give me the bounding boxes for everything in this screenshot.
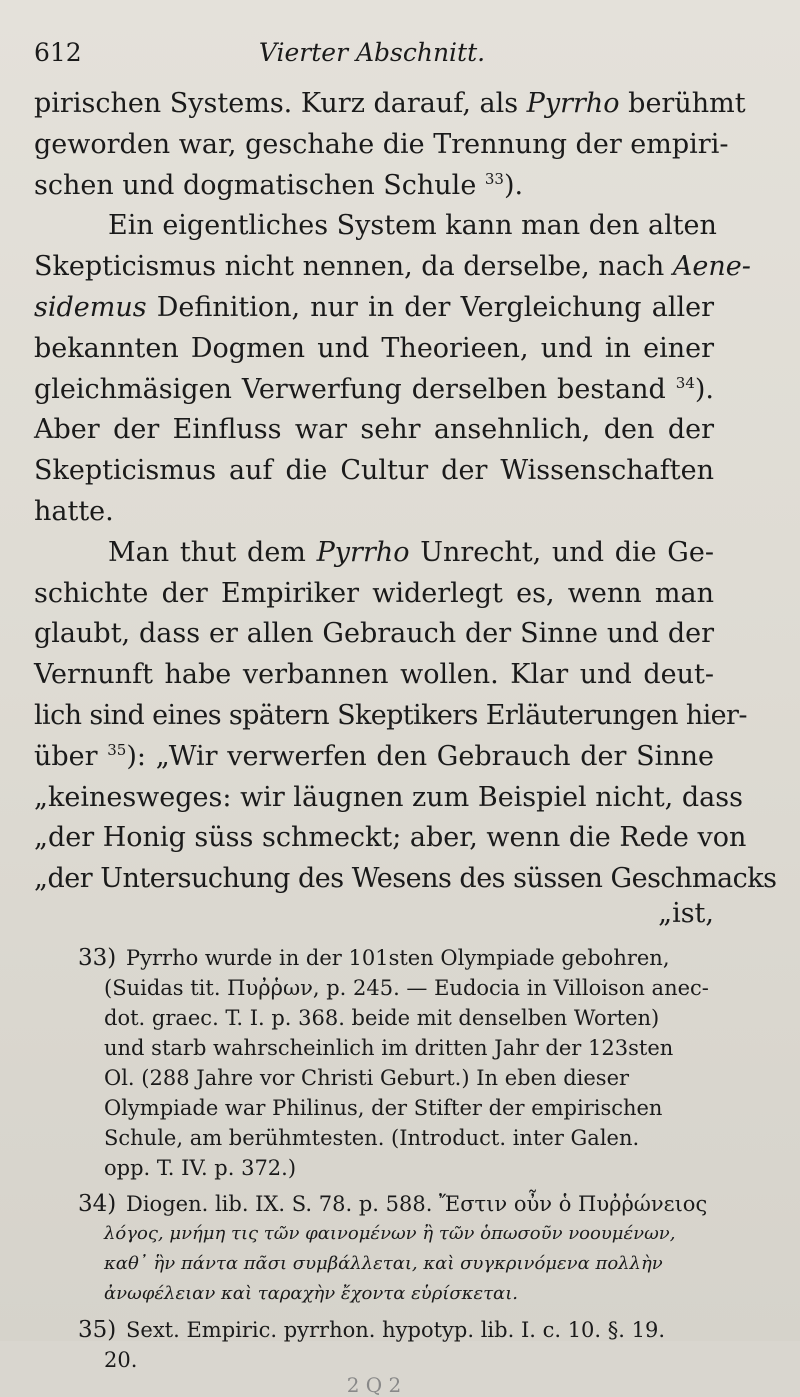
text-line: Skepticismus nicht nennen, da derselbe, nach Aene- [34,251,751,283]
name-aenesidemus: Aene- [672,251,751,283]
paragraph-2 [34,206,751,532]
text-line: „der Untersuchung des Wesens des süssen Geschmacks [34,863,777,895]
footnote-line: opp. T. IV. p. 372.) [104,1155,297,1180]
footnote-line: καθ᾿ ἣν πάντα πᾶσι συμβάλλεται, καὶ συγκρινόμενα πολλὴν [104,1252,663,1274]
text-line: Man thut dem Pyrrho Unrecht, und die Ge- [108,536,714,568]
signature-mark: 2 Q 2 [346,1372,402,1397]
text-line: bekannten Dogmen und Theorieen, und in einer [34,332,714,364]
footnote-ref-34[interactable]: 34 [675,373,695,392]
footnote-mark: 34) [78,1190,117,1217]
footnote-line: dot. graec. T. I. p. 368. beide mit denselben Worten) [104,1005,660,1030]
catchword: „ist, [658,897,714,929]
running-head: Vierter Abschnitt. [258,38,486,67]
footnote-ref-33[interactable]: 33 [484,169,504,188]
text-line: glaubt, dass er allen Gebrauch der Sinne und der [34,618,714,650]
footnote-line: (Suidas tit. Πυῤῥων, p. 245. — Eudocia in Villoison anec- [104,975,709,1000]
text-line: über $^{35}$): „Wir verwerfen den Gebrauch der Sinne [34,740,714,772]
footnote-line: λόγος, μνήμη τις τῶν φαινομένων ἢ τῶν ὁπωσοῦν νοουμένων, [104,1222,676,1244]
text-line: schichte der Empiriker widerlegt es, wenn man [34,577,714,609]
name-pyrrho: Pyrrho [526,88,620,119]
text-line: geworden war, geschahe die Trennung der empiri- [34,128,729,160]
footnote-mark: 33) [78,944,117,971]
text-line: „der Honig süss schmeckt; aber, wenn die Rede von [34,822,747,854]
page-header [34,38,730,84]
footnote-mark: 35) [78,1316,117,1343]
text-line: gleichmäsigen Verwerfung derselben bestand $^{34}$). [34,373,714,405]
footnotes [34,943,714,1375]
footnote-line: und starb wahrscheinlich im dritten Jahr der 123sten [104,1035,674,1060]
footnote-34: 34) Diogen. lib. IX. S. 78. p. 588. Ἔστιν οὖν ὁ Πυῤῥώνειος λόγος, μνήμη τις τῶν φαινομένων ἢ τῶν ὁπωσοῦν νοουμένων, καθ᾿ ἣν πάντα πᾶσι συμβάλλεται, καὶ συγκρινόμενα πολλὴν ἀνωφέλειαν καὶ ταραχὴν ἔχοντα εὑρίσκεται. [78,1189,714,1309]
text-line: sidemus Definition, nur in der Vergleichung aller [34,291,714,323]
page-number: 612 [34,38,82,67]
text-line: hatte. [34,495,114,527]
name-pyrrho: Pyrrho [316,536,410,568]
footnote-line: Ol. (288 Jahre vor Christi Geburt.) In eben dieser [104,1065,630,1090]
text-line: schen und dogmatischen Schule $^{33}$). [34,169,524,201]
text-line: Aber der Einfluss war sehr ansehnlich, den der [34,414,714,446]
footnote-35: 35) Sext. Empiric. pyrrhon. hypotyp. lib. I. c. 10. §. 19. 20. [78,1315,714,1375]
text-line: pirischen Systems. Kurz darauf, als Pyrrho berühmt [34,88,746,119]
footnote-line: Olympiade war Philinus, der Stifter der empirischen [104,1095,663,1120]
main-text [34,84,777,900]
text-line: Skepticismus auf die Cultur der Wissenschaften [34,455,714,487]
footnote-ref-35[interactable]: 35 [107,740,127,759]
text-line: Ein eigentliches System kann man den alten [108,210,717,242]
footnote-line: Schule, am berühmtesten. (Introduct. inter Galen. [104,1125,640,1150]
text-line: lich sind eines spätern Skeptikers Erläuterungen hier- [34,699,747,731]
footnote-line: ἀνωφέλειαν καὶ ταραχὴν ἔχοντα εὑρίσκεται. [104,1282,518,1304]
footnote-line: 20. [104,1347,138,1372]
text-line: Vernunft habe verbannen wollen. Klar und deut- [34,659,714,691]
paragraph-1 [34,84,746,206]
paragraph-3 [34,533,777,900]
footnote-33: 33) Pyrrho wurde in der 101sten Olympiade gebohren, (Suidas tit. Πυῤῥων, p. 245. — Eudocia in Villoison anec- dot. graec. T. I. p. 368. beide mit denselben Worten) und starb wahrscheinlich im dritten Jahr der 123sten Ol. (288 Jahre vor Christi Geburt.) In eben dieser Olympiade war Philinus, der Stifter der empirischen Schule, am berühmtesten. (Introduct. inter Galen. opp. T. IV. p. 372.) [78,943,714,1183]
text-line: „keinesweges: wir läugnen zum Beispiel nicht, dass [34,781,743,813]
